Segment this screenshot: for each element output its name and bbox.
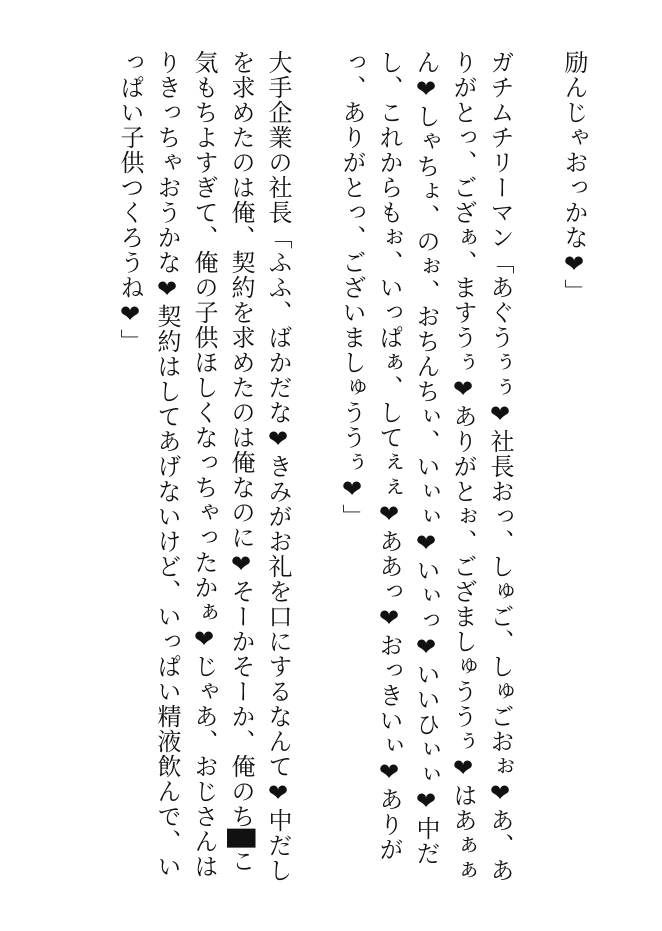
blank-line [518, 50, 555, 890]
paragraph-2: ガチムチリーマン「あぐうぅぅ❤社長おっ、しゅご、しゅごおぉ❤あ、ありがとっ、ござぁ、ますうぅ❤ありがとぉ、ござましゅううぅ❤はあぁぁん❤しゃちょ、のぉ、おちんちぃ、いぃぃ❤いぃっ❤いいひぃぃ❤中だし、これからもぉ、いっぱぁ、してぇぇ❤ああっ❤おっきいぃ❤ありがっ、ありがとっ、ございましゅううぅ❤」 [338, 50, 514, 883]
paragraph-3: 大手企業の社長「ふふ、ばかだな❤きみがお礼を口にするなんて❤中だしを求めたのは俺、契約を求めたのは俺なのに❤そーかそーか、俺のち█こ気もちよすぎて、俺の子供ほしくなっちゃったかぁ❤じゃあ、おじさんはりきっちゃおうかな❤契約はしてあげないけど、いっぱい精液飲んで、いっぱい子供つくろうね❤」 [116, 50, 292, 883]
blank-line [296, 50, 333, 890]
paragraph-1: 励んじゃおっかな❤」 [560, 50, 588, 304]
vertical-text-body [111, 50, 592, 890]
